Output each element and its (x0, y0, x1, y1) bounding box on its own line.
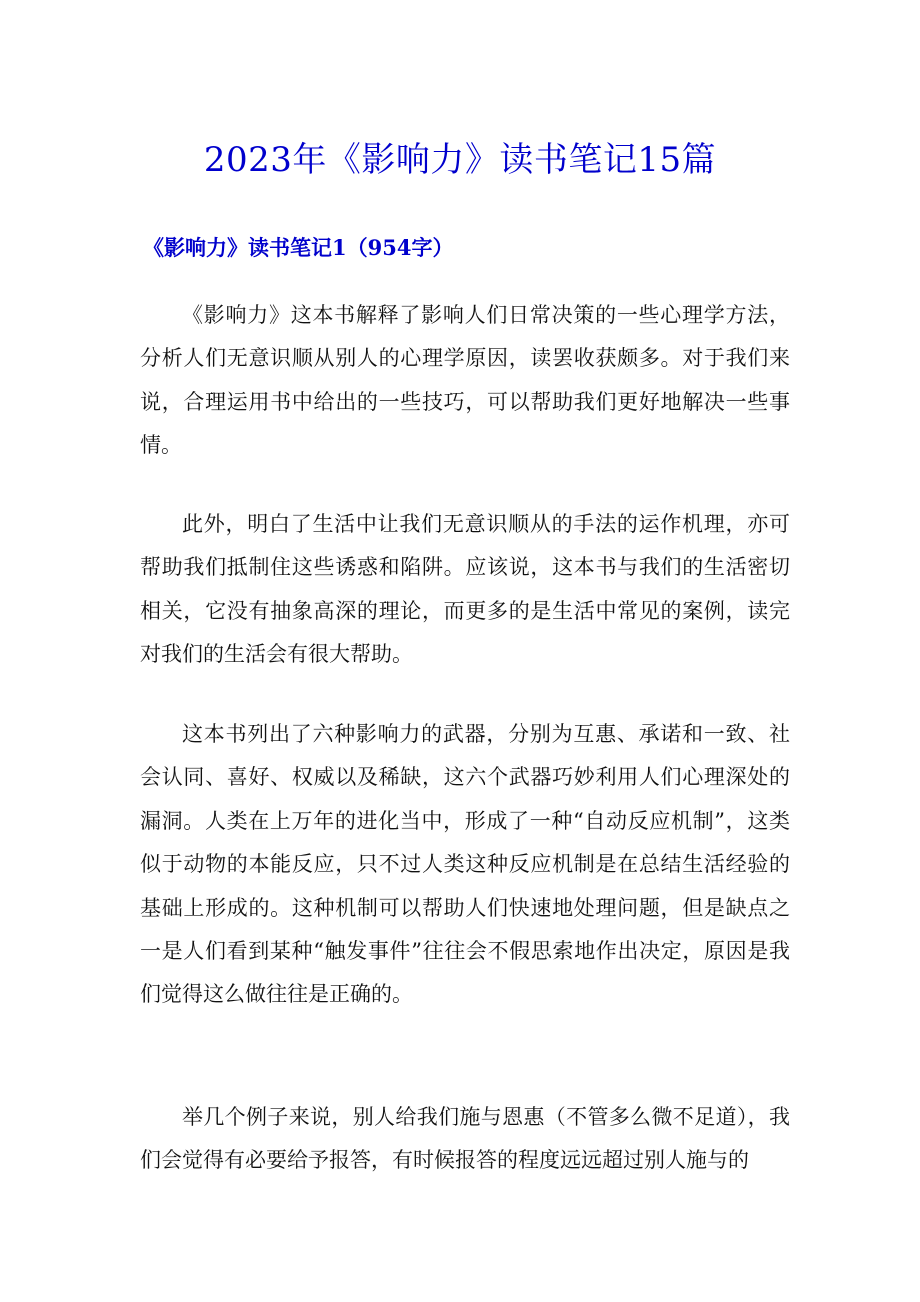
body-paragraph-4: 举几个例子来说，别人给我们施与恩惠（不管多么微不足道），我们会觉得有必要给予报答，有时候报答的程度远远超过别人施与的 (140, 1105, 790, 1173)
body-paragraph-2: 此外，明白了生活中让我们无意识顺从的手法的运作机理，亦可帮助我们抵制住这些诱惑和陷阱。应该说，这本书与我们的生活密切相关，它没有抽象高深的理论，而更多的是生活中常见的案例，读完对我们的生活会有很大帮助。 (140, 512, 790, 667)
body-paragraph-1: 《影响力》这本书解释了影响人们日常决策的一些心理学方法，分析人们无意识顺从别人的心理学原因，读罢收获颇多。对于我们来说，合理运用书中给出的一些技巧，可以帮助我们更好地解决一些事情。 (140, 303, 790, 458)
document-title: 2023年《影响力》读书笔记15篇 (203, 140, 717, 180)
body-paragraph-3: 这本书列出了六种影响力的武器，分别为互惠、承诺和一致、社会认同、喜好、权威以及稀缺，这六个武器巧妙利用人们心理深处的漏洞。人类在上万年的进化当中，形成了一种“自动反应机制”，这类似于动物的本能反应，只不过人类这种反应机制是在总结生活经验的基础上形成的。这种机制可以帮助人们快速地处理问题，但是缺点之一是人们看到某种“触发事件”往往会不假思索地作出决定，原因是我们觉得这么做往往是正确的。 (140, 722, 790, 1007)
section-heading: 《影响力》读书笔记1（954字） (143, 235, 454, 260)
